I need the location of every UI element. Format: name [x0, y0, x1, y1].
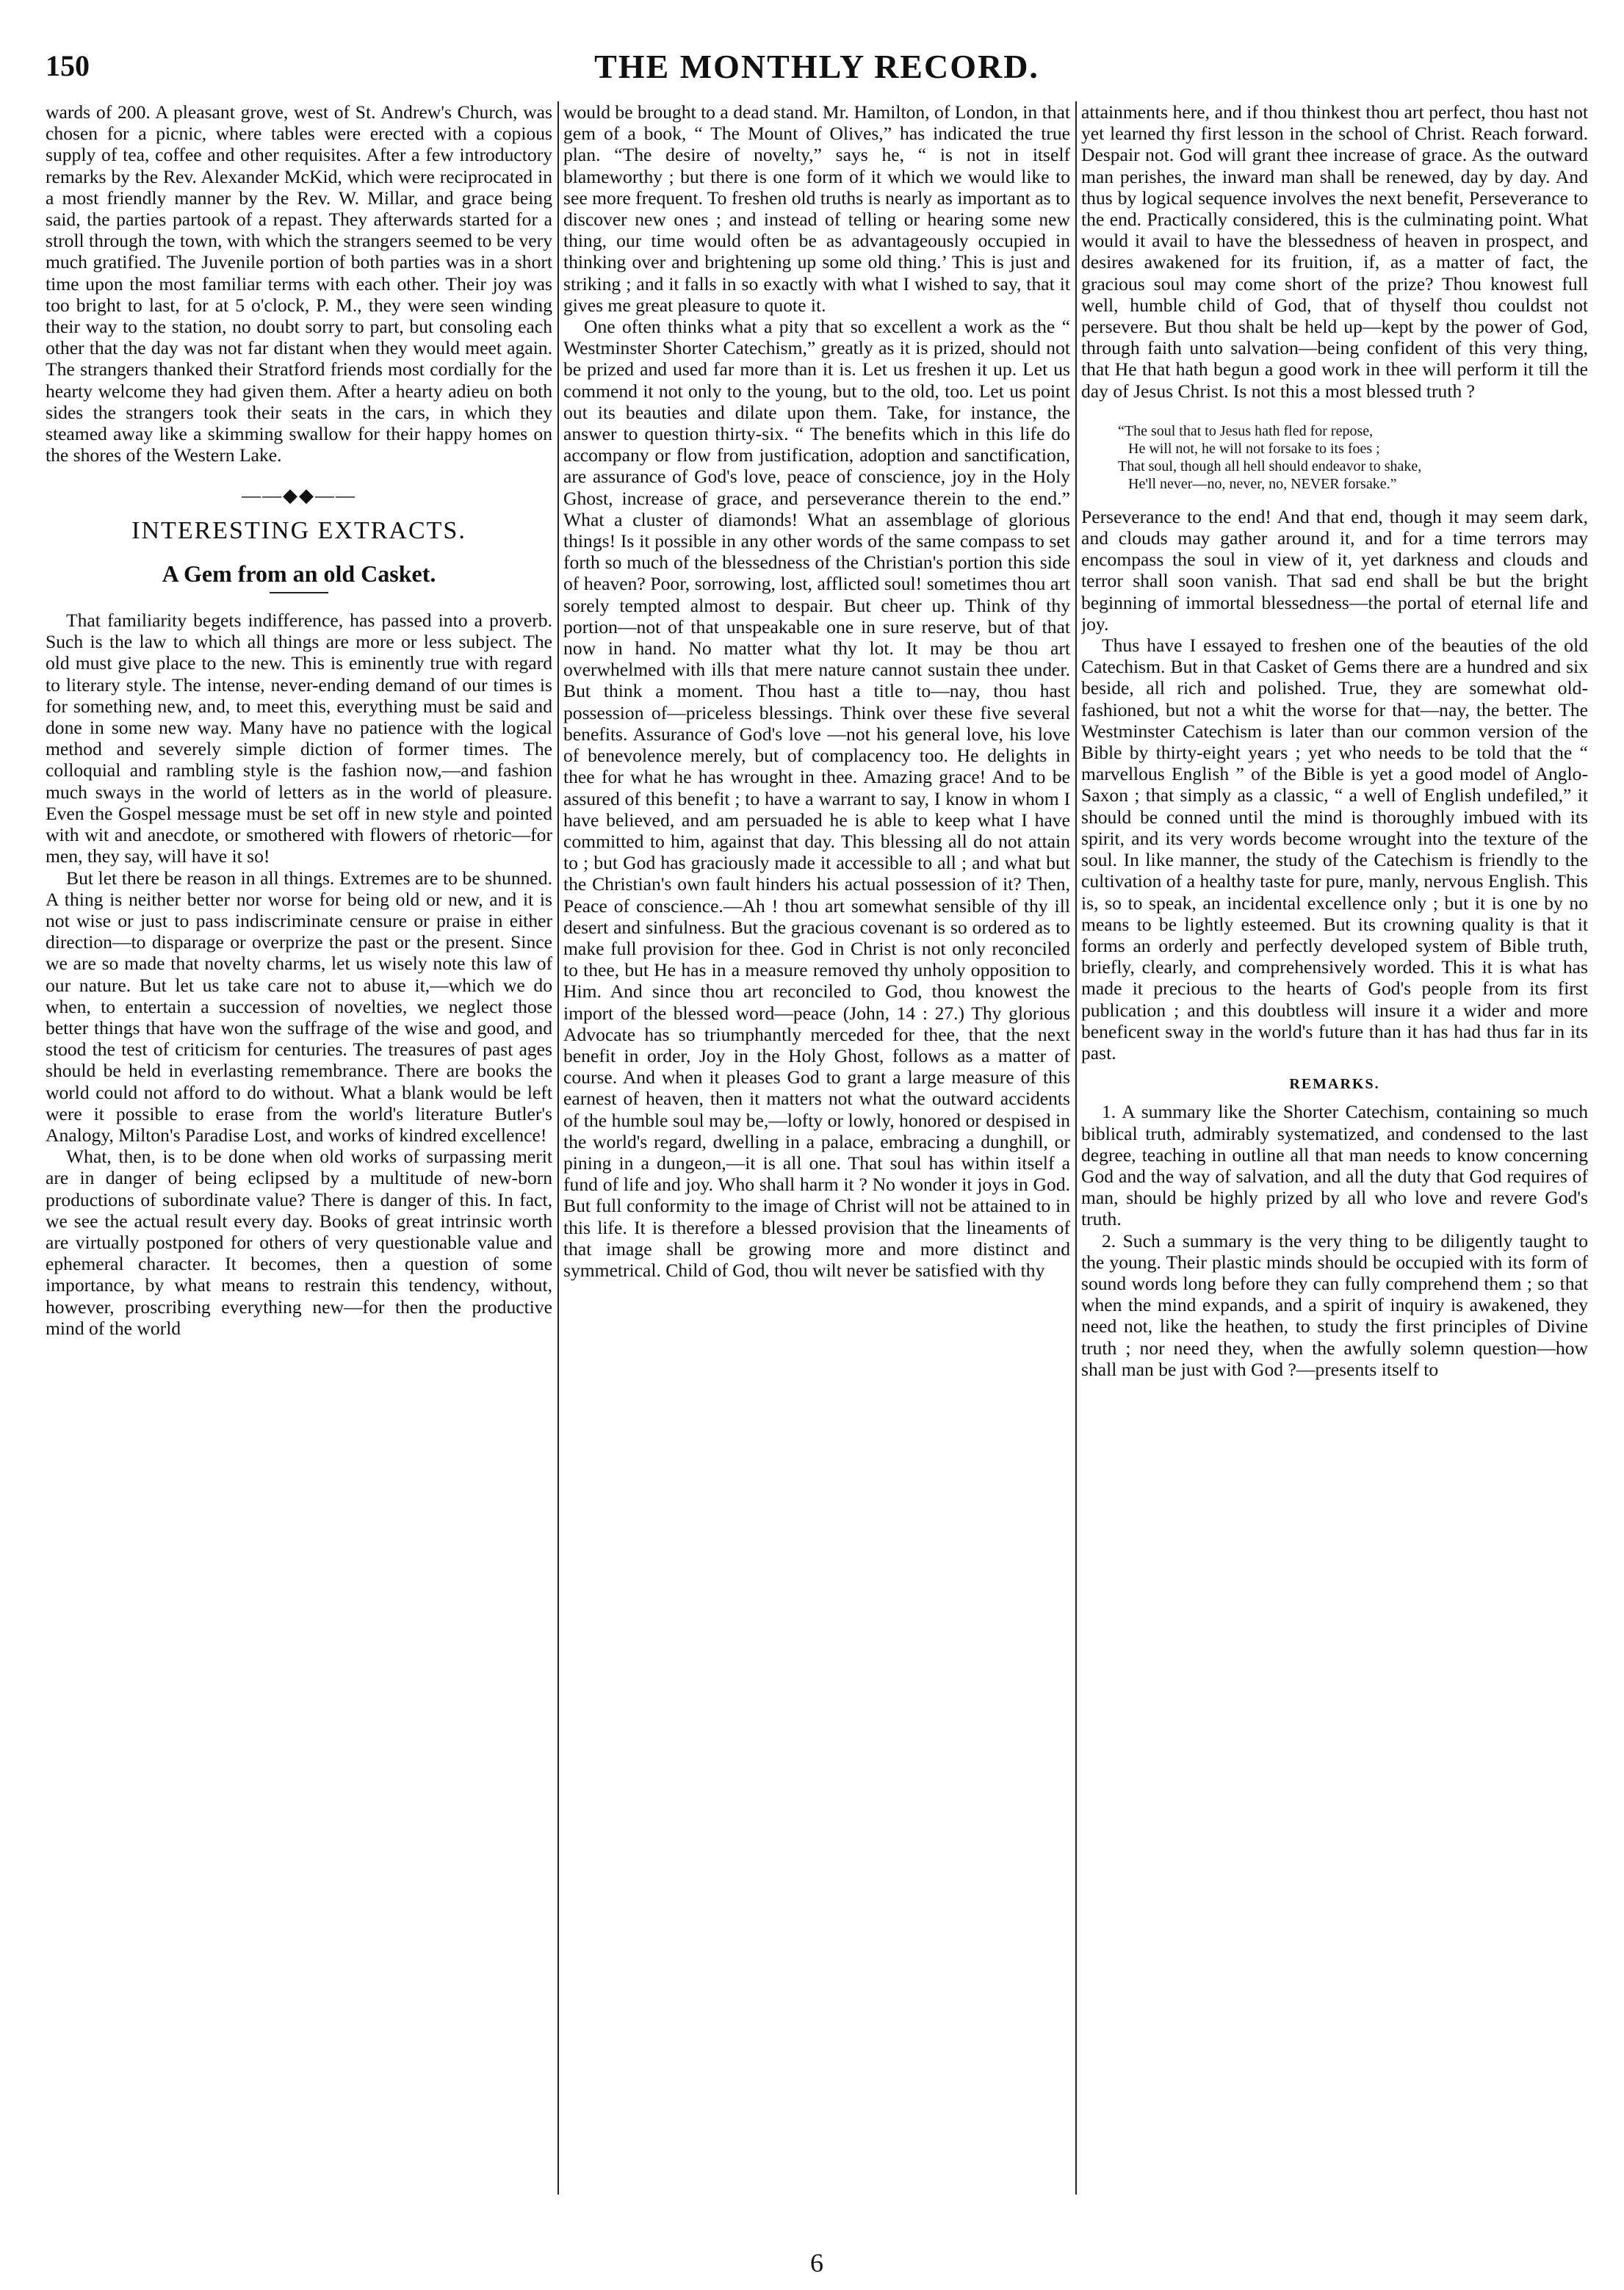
column-3 — [1081, 101, 1588, 2195]
running-title: THE MONTHLY RECORD. — [594, 48, 1039, 85]
verse-quote — [1118, 422, 1588, 493]
page-header — [46, 44, 1588, 103]
page-number: 150 — [46, 49, 90, 82]
paragraph: But let there be reason in all things. Extremes are to be shunned. A thing is neither better nor worse for being old or new, and it is not wise or just to pass indiscriminate censure or praise in either direction—to disparage or overprize the past or the present. Since we are so made that novelty charms, let us wisely note this law of our nature. But let us take care not to abuse it,—which we do when, to entertain a succession of novelties, we neglect those better things that have won the suffrage of the wise and good, and stood the test of criticism for centuries. The treasures of past ages should be held in everlasting remembrance. There are books the world could not afford to do without. What a blank would be left were it possible to erase from the world's literature Butler's Analogy, Milton's Paradise Lost, and works of kindred excellence! — [46, 867, 552, 1146]
paragraph: would be brought to a dead stand. Mr. Hamilton, of London, in that gem of a book, “ The Mount of Olives,” has indicated the true plan. “The desire of novelty,” says he, “ is not in itself blameworthy ; but there is one form of it which we would like to see more frequent. To freshen old truths is nearly as important as to discover new ones ; and instead of telling or hearing some new thing, our time would often be as advantageously occupied in thinking over and brightening up some old thing.’ This is just and striking ; and it falls in so exactly with what I wished to say, that it gives me great pleasure to quote it. — [563, 101, 1070, 316]
column-2 — [563, 101, 1070, 2195]
remarks-heading: REMARKS. — [1289, 1076, 1380, 1093]
paragraph: wards of 200. A pleasant grove, west of St. Andrew's Church, was chosen for a picnic, where tables were erected with a copious supply of tea, coffee and other requisites. After a few introductory remarks by the Rev. Alexander McKid, which were reciprocated in a most friendly manner by the Rev. W. Millar, and grace being said, the parties partook of a repast. They afterwards started for a stroll through the town, with which the strangers seemed to be very much gratified. The Juvenile portion of both parties was in a short time upon the most familiar terms with each other. Their joy was too bright to last, for at 5 o'clock, P. M., they were seen winding their way to the station, no doubt sorry to part, but consoling each other that the day was not far distant when they would meet again. The strangers thanked their Stratford friends most cordially for the hearty welcome they had given them. After a hearty adieu on both sides the strangers took their seats in the cars, in which they steamed away like a skimming swallow for their happy homes on the shores of the Western Lake. — [46, 101, 552, 466]
verse-line: That soul, though all hell should endeavor to shake, — [1118, 458, 1422, 474]
verse-line: He will not, he will not forsake to its foes ; — [1128, 440, 1380, 457]
paragraph: Perseverance to the end! And that end, though it may seem dark, and clouds may gather around it, and for a time terrors may encompass the soul in view of it, yet darkness and clouds and terror shall soon vanish. That sad end shall be but the bright beginning of immortal blessedness—the portal of eternal life and joy. — [1081, 505, 1588, 635]
signature-mark: 6 — [810, 2248, 823, 2278]
page — [46, 44, 1588, 2278]
column-1 — [46, 101, 552, 2195]
title-rule — [270, 592, 328, 593]
paragraph: attainments here, and if thou thinkest thou art perfect, thou hast not yet learned thy first lesson in the school of Christ. Reach forward. Despair not. God will grant thee increase of grace. As the outward man perishes, the inward man shall be renewed, day by day. And thus by logical sequence involves the next benefit, Perseverance to the end. Practically considered, this is the culminating point. What would it avail to have the blessedness of heaven in prospect, and desires awakened for its fruition, if, as a matter of fact, the gracious soul may come short of the prize? Thou knowest full well, humble child of God, that of thyself thou couldst not persevere. But thou shalt be held up—kept by the power of God, through faith unto salvation—being confident of this very thing, that He that hath begun a good work in thee will perform it till the day of Jesus Christ. Is not this a most blessed truth ? — [1081, 101, 1588, 402]
ornament-divider: ——◆◆—— — [242, 485, 356, 507]
paragraph: What, then, is to be done when old works of surpassing merit are in danger of being eclipsed by a multitude of new-born productions of subordinate value? There is danger of this. In fact, we see the actual result every day. Books of great intrinsic worth are virtually postponed for others of very questionable value and ephemeral character. It becomes, then a question of some importance, by what means to restrain this tendency, without, however, proscribing everything new—for then the productive mind of the world — [46, 1146, 552, 1339]
text-columns — [46, 101, 1588, 2195]
paragraph: Thus have I essayed to freshen one of the beauties of the old Catechism. But in that Casket of Gems there are a hundred and six beside, all rich and polished. True, they are somewhat old-fashioned, but not a whit the worse for that—nay, the better. The Westminster Catechism is later than our common version of the Bible by thirty-eight years ; yet who needs to be told that the “ marvellous English ” of the Bible is yet a good model of Anglo-Saxon ; that simply as a classic, “ a well of English undefiled,” it should be conned until the mind is thoroughly imbued with its spirit, and its very words become wrought into the texture of the soul. In like manner, the study of the Catechism is friendly to the cultivation of a healthy taste for pure, manly, nervous English. This is, so to speak, an incidental excellence only ; but it is one by no means to be lightly esteemed. But its crowning quality is that it forms an orderly and perfectly developed system of Bible truth, briefly, clearly, and comprehensively worded. This it is what has made it precious to the hearts of God's people from its first publication ; and this doubtless will insure it a wider and more beneficent sway in the world's future than it has had thus far in its past. — [1081, 635, 1588, 1063]
section-title: INTERESTING EXTRACTS. — [131, 516, 466, 544]
paragraph: 2. Such a summary is the very thing to be diligently taught to the young. Their plastic minds should be occupied with its form of sound words long before they can fully comprehend them ; so that when the mind expands, and a spirit of inquiry is awakened, they need not, like the heathen, to study the first principles of Divine truth ; nor need they, when the awfully solemn question—how shall man be just with God ?—presents itself to — [1081, 1229, 1588, 1380]
verse-line: He'll never—no, never, no, NEVER forsake.” — [1128, 475, 1397, 492]
paragraph: That familiarity begets indifference, has passed into a proverb. Such is the law to which all things are more or less subject. The old must give place to the new. This is eminently true with regard to literary style. The intense, never-ending demand of our times is for something new, and, to meet this, everything must be said and done in some new way. Many have no patience with the logical method and severely simple diction of former times. The colloquial and rambling style is the fashion now,—and fashion much sways in the world of letters as in the world of pleasure. Even the Gospel message must be set off in new style and pointed with wit and anecdote, or smothered with flowers of rhetoric—for men, they say, will have it so! — [46, 610, 552, 867]
paragraph: One often thinks what a pity that so excellent a work as the “ Westminster Shorter Catechism,” greatly as it is prized, should not be prized and used far more than it is. Let us freshen it up. Let us commend it not only to the young, but to the old, too. Let us point out its beauties and dilate upon them. Take, for instance, the answer to question thirty-six. “ The benefits which in this life do accompany or flow from justification, adoption and sanctification, are assurance of God's love, peace of conscience, joy in the Holy Ghost, increase of grace, and perseverance therein to the end.” What a cluster of diamonds! What an assemblage of glorious things! Is it possible in any other words of the same compass to set forth so much of the blessedness of the Christian's portion this side of heaven? Poor, sorrowing, lost, afflicted soul! sometimes thou art sorely tempted almost to despair. But cheer up. Think of thy portion—not of that unspeakable one in sure reserve, but of that now in hand. No matter what thy lot. It may be thou art overwhelmed with ills that mere nature cannot sustain thee under. But think a moment. Thou hast a title to—nay, thou hast possession of—priceless blessings. Think over these five several benefits. Assurance of God's love —not his general love, his love of benevolence merely, but of complacency too. He delights in thee for what he has wrought in thee. Amazing grace! And to be assured of this benefit ; to have a warrant to say, I know in whom I have believed, and am persuaded he is able to keep what I have committed to him, against that day. This blessing all do not attain to ; but God has graciously made it accessible to all ; and what but the Christian's own fault hinders his actual possession of it? Then, Peace of conscience.—Ah ! thou art somewhat sensible of thy ill desert and sinfulness. But the gracious covenant is so ordered as to make full provision for thee. God in Christ is not only reconciled to thee, but He has in a measure removed thy unholy opposition to Him. And since thou art reconciled to God, thou knowest the import of the blessed word—peace (John, 14 : 27.) Thy glorious Advocate has so triumphantly merceded for thee, that the next benefit in order, Joy in the Holy Ghost, follows as a matter of course. And when it pleases God to grant a large measure of this earnest of heaven, then it matters not what the outward accidents of the humble soul may be,—lofty or lowly, honored or despised in the world's regard, dwelling in a palace, embracing a dunghill, or pining in a dungeon,—it is all one. That soul has within itself a fund of life and joy. Who shall harm it ? No wonder it joys in God. But full conformity to the image of Christ will not be attained to in this life. It is therefore a blessed provision that the lineaments of that image shall be growing more and more distinct and symmetrical. Child of God, thou wilt never be satisfied with thy — [563, 316, 1070, 1281]
paragraph: 1. A summary like the Shorter Catechism, containing so much biblical truth, admirably systematized, and condensed to the last degree, teaching in outline all that man needs to know concerning God and the way of salvation, and all the duty that God requires of man, should be highly prized by all who love and revere God's truth. — [1081, 1101, 1588, 1230]
article-title: A Gem from an old Casket. — [162, 560, 436, 587]
verse-line: “The soul that to Jesus hath fled for repose, — [1118, 422, 1374, 439]
